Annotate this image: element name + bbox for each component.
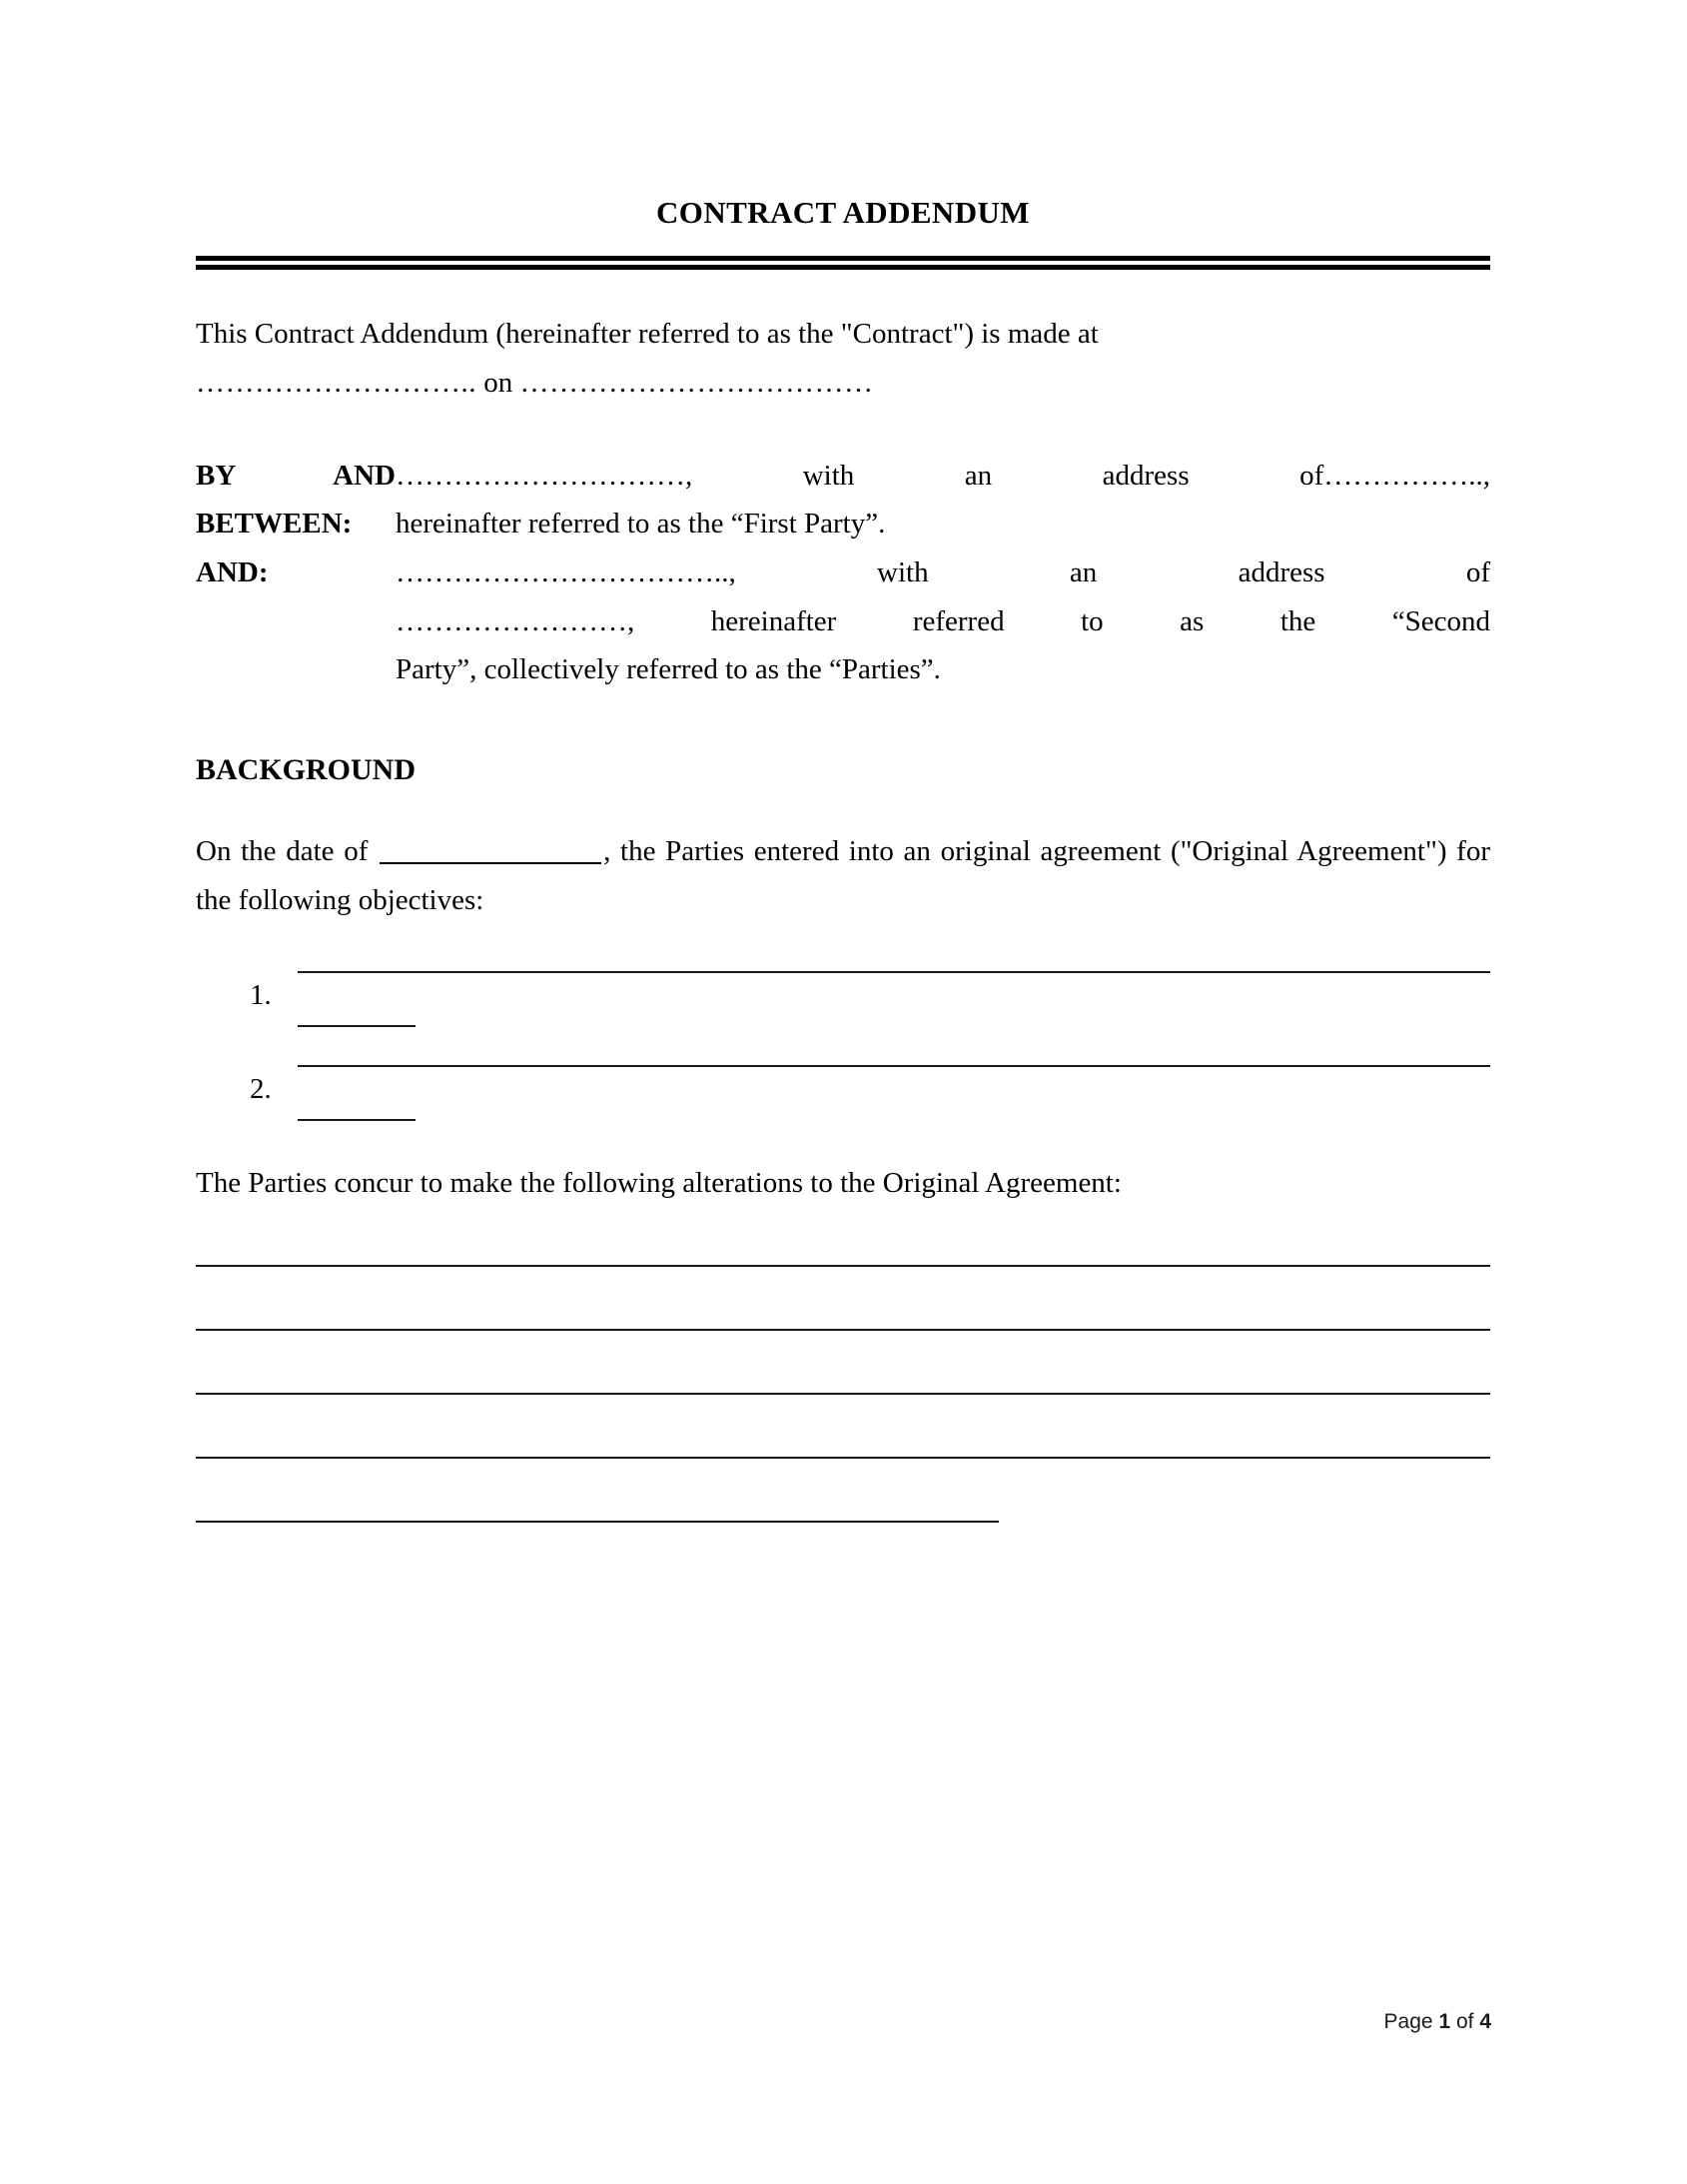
party-row-second	[196, 548, 1490, 694]
title-double-rule	[196, 256, 1490, 270]
alterations-paragraph: The Parties concur to make the following alterations to the Original Agreement:	[196, 1166, 1122, 1199]
party-label-line-1: BY AND	[196, 459, 396, 492]
alterations-line-5-short[interactable]	[196, 1521, 999, 1523]
footer-prefix: Page	[1383, 2010, 1439, 2033]
intro-on-word: on	[476, 366, 520, 399]
background-text-before-blank: On the date of	[196, 835, 379, 868]
party-row-first	[196, 452, 1490, 548]
party-label-and-text: AND:	[196, 555, 269, 588]
list-item	[196, 1065, 1490, 1121]
alterations-line-2[interactable]	[196, 1329, 1490, 1331]
intro-line-2	[196, 359, 1490, 408]
party-label-and	[196, 548, 396, 597]
intro-line-1: This Contract Addendum (hereinafter referred to as the "Contract") is made at	[196, 318, 1099, 351]
alterations-blank-lines	[196, 1265, 1490, 1523]
party-label-by-and-between	[196, 452, 396, 548]
party-second-line-2: ……………………, hereinafter referred to as the “Second	[396, 604, 1490, 637]
intro-place-dots: ………………………..	[196, 366, 476, 399]
page-title: CONTRACT ADDENDUM	[656, 195, 1030, 230]
objective-2-line-long[interactable]	[298, 1065, 1490, 1067]
party-second-line-3: Party”, collectively referred to as the “Parties”.	[396, 653, 941, 686]
intro-date-dots: ………………………………	[519, 366, 874, 399]
party-second-line-1: …………………………….., with an address of	[396, 555, 1490, 588]
alterations-line-4[interactable]	[196, 1457, 1490, 1459]
party-body-first	[396, 452, 1490, 548]
parties-block	[196, 452, 1490, 695]
objectives-list	[196, 971, 1490, 1121]
intro-paragraph	[196, 310, 1490, 407]
objective-1-line-long[interactable]	[298, 971, 1490, 973]
objective-number-1: 1.	[250, 978, 272, 1011]
footer-total-pages: 4	[1479, 2010, 1491, 2033]
objective-number-2: 2.	[250, 1072, 272, 1105]
background-heading: BACKGROUND	[196, 753, 417, 787]
footer-middle: of	[1450, 2010, 1480, 2033]
objective-1-line-short[interactable]	[298, 1025, 416, 1027]
party-first-line-1: …………………………, with an address of……………..,	[396, 459, 1490, 492]
party-first-line-2: hereinafter referred to as the “First Party”.	[396, 508, 886, 541]
party-body-second	[396, 548, 1490, 694]
list-item	[196, 971, 1490, 1027]
footer-current-page: 1	[1438, 2010, 1451, 2033]
original-agreement-date-blank[interactable]	[380, 862, 601, 864]
background-paragraph	[196, 827, 1490, 924]
document-content	[196, 0, 1490, 1523]
title-rule-bottom	[196, 265, 1490, 270]
background-text-after-blank: , the Parties entered into an original agreement ("Original Agreement") for the following objectives:	[196, 835, 1490, 916]
party-label-line-2: BETWEEN:	[196, 508, 353, 541]
alterations-line-3[interactable]	[196, 1393, 1490, 1395]
alterations-line-1[interactable]	[196, 1265, 1490, 1267]
objective-2-line-short[interactable]	[298, 1119, 416, 1121]
page-footer	[1384, 2010, 1491, 2034]
